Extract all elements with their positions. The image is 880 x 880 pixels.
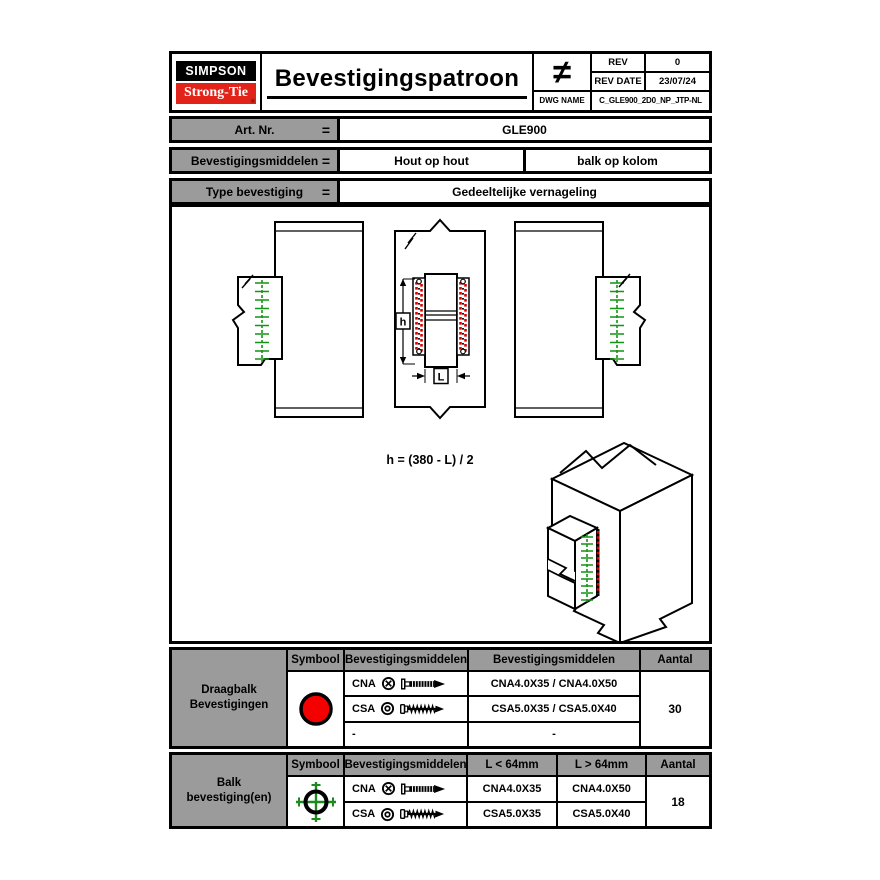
page-title: Bevestigingspatroon — [267, 65, 527, 99]
type-bevestiging-row — [169, 178, 712, 205]
equals-sign: = — [321, 183, 330, 200]
revision-block — [532, 54, 709, 110]
red-circle-symbol-icon — [296, 689, 336, 729]
screw-profile-icon — [400, 702, 446, 716]
right-beam-view — [515, 222, 645, 417]
rev-label: REV — [592, 54, 644, 71]
fastener-csa-cell: CSA — [345, 803, 466, 827]
balk-row-label: Balk bevestiging(en) — [172, 755, 286, 826]
isometric-view — [548, 443, 692, 641]
fastener-cna-cell: CNA — [345, 672, 467, 695]
height-formula: h = (380 - L) / 2 — [386, 453, 474, 467]
equals-sign: = — [321, 121, 330, 138]
simpson-strongtie-logo — [172, 54, 262, 110]
col-header-aantal: Aantal — [641, 650, 709, 670]
csa-long: CSA5.0X40 — [558, 803, 645, 827]
balk-table — [169, 752, 712, 829]
not-equal-icon: ≠ — [534, 54, 590, 90]
col-header-l-long: L > 64mm — [558, 755, 645, 775]
art-nr-row — [169, 116, 712, 143]
logo-simpson: SIMPSON — [176, 61, 256, 81]
dim-l-label: L — [437, 371, 445, 384]
dwg-name-label: DWG NAME — [534, 92, 590, 110]
balk-aantal: 18 — [647, 777, 709, 826]
col-header-middelen: Bevestigingsmiddelen — [345, 755, 466, 775]
technical-drawing — [172, 207, 709, 641]
nail-head-icon — [381, 676, 396, 691]
hout-op-hout-value: Hout op hout — [394, 153, 469, 168]
cna-short: CNA4.0X35 — [468, 777, 556, 801]
screw-profile-icon — [400, 807, 446, 821]
csa-values: CSA5.0X35 / CSA5.0X40 — [469, 697, 639, 720]
equals-sign: = — [321, 152, 330, 169]
empty-values: - — [469, 723, 639, 746]
draagbalk-row-label: Draagbalk Bevestigingen — [172, 650, 286, 746]
col-header-aantal: Aantal — [647, 755, 709, 775]
csa-short: CSA5.0X35 — [468, 803, 556, 827]
cna-values: CNA4.0X35 / CNA4.0X50 — [469, 672, 639, 695]
attached-beam — [548, 516, 598, 609]
col-header-middelen-2: Bevestigingsmiddelen — [469, 650, 639, 670]
rev-date-value: 23/07/24 — [646, 73, 709, 90]
cna-long: CNA4.0X50 — [558, 777, 645, 801]
symbol-cell — [288, 777, 343, 826]
art-nr-label-cell: Art. Nr. = — [172, 119, 340, 140]
screw-head-icon — [380, 807, 395, 822]
dwg-name-value: C_GLE900_2D0_NP_JTP-NL — [592, 92, 709, 110]
nail-profile-icon — [401, 677, 447, 691]
type-bevestiging-value: Gedeeltelijke vernageling — [452, 184, 597, 199]
nail-profile-icon — [401, 782, 447, 796]
title-block — [169, 51, 712, 113]
dim-h-label: h — [399, 316, 407, 329]
rev-date-label: REV DATE — [592, 73, 644, 90]
fastener-cna-cell: CNA — [345, 777, 466, 801]
sheet-title-cell — [262, 54, 532, 110]
nail-head-icon — [381, 781, 396, 796]
bevestigingsmiddelen-label-cell: Bevestigingsmiddelen = — [172, 150, 340, 171]
technical-drawing-area — [169, 204, 712, 644]
screw-head-icon — [380, 701, 395, 716]
left-beam-view — [233, 222, 363, 417]
bevestigingsmiddelen-row — [169, 147, 712, 174]
col-header-l-short: L < 64mm — [468, 755, 556, 775]
symbol-cell — [288, 672, 343, 746]
col-header-middelen-1: Bevestigingsmiddelen — [345, 650, 467, 670]
logo-strongtie: Strong-Tie ® — [176, 83, 256, 104]
draagbalk-table — [169, 647, 712, 749]
col-header-symbool: Symbool — [288, 650, 343, 670]
registered-mark: ® — [250, 98, 255, 105]
middle-section-view — [395, 220, 485, 418]
fastener-csa-cell: CSA — [345, 697, 467, 720]
art-nr-value: GLE900 — [502, 122, 547, 137]
draagbalk-aantal: 30 — [641, 672, 709, 746]
fastener-empty-cell: - — [345, 723, 467, 746]
rev-value: 0 — [646, 54, 709, 71]
crosshair-symbol-icon — [293, 779, 339, 825]
balk-op-kolom-value: balk op kolom — [523, 150, 709, 171]
col-header-symbool: Symbool — [288, 755, 343, 775]
type-bevestiging-label-cell: Type bevestiging = — [172, 181, 340, 202]
